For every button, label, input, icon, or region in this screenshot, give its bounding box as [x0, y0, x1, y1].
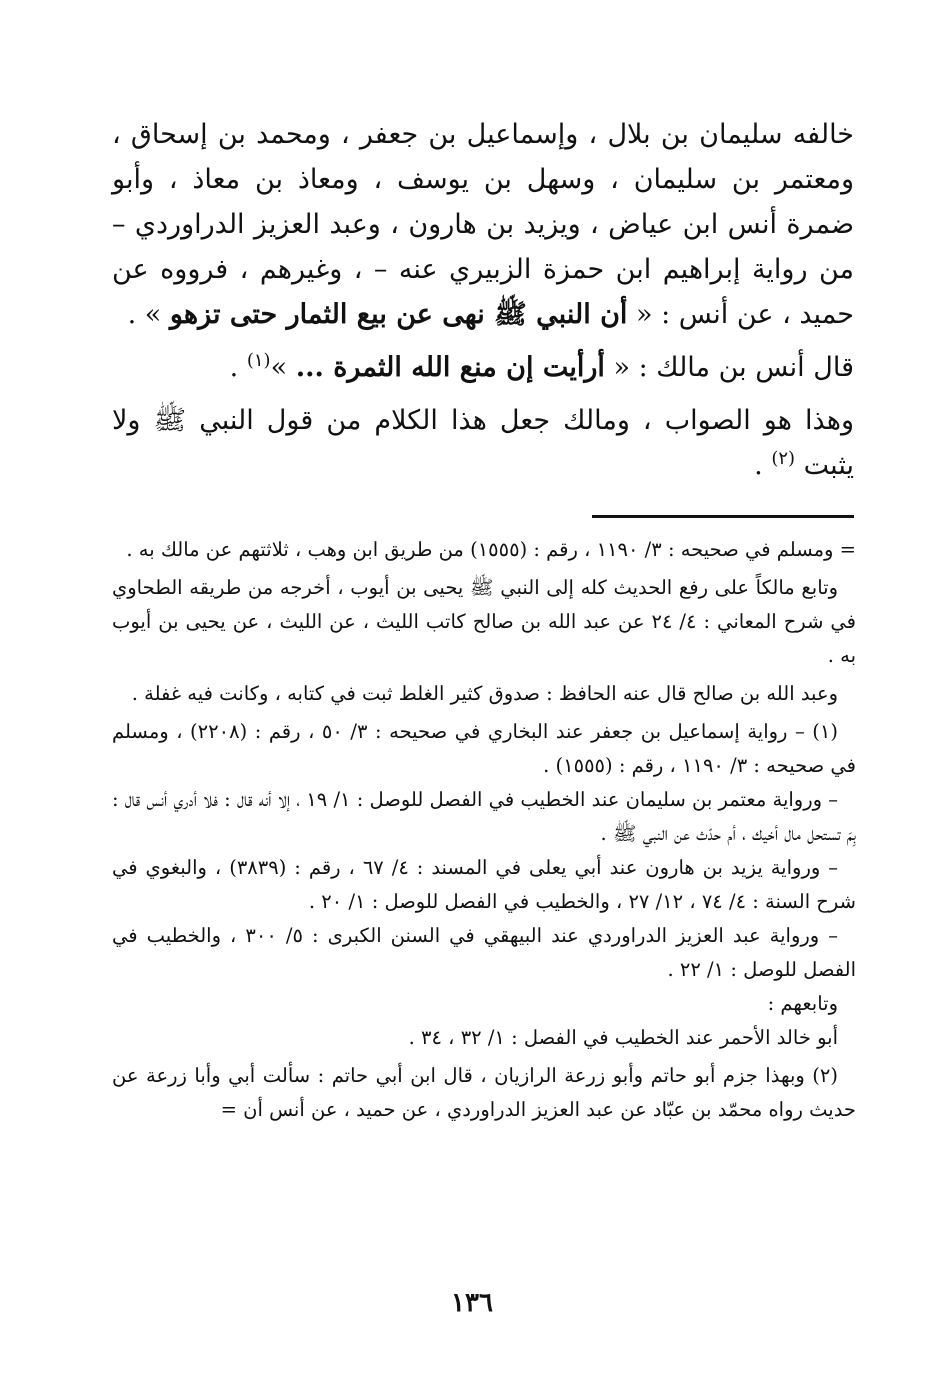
anas-quote: أرأيت إن منع الله الثمرة ...: [295, 352, 605, 383]
paragraph-2-text: قال أنس بن مالك : «: [613, 352, 854, 383]
footnote-paragraph: وتابعهم :: [767, 992, 838, 1015]
paragraph-1-text: خالفه سليمان بن بلال ، وإسماعيل بن جعفر ، ومحمد بن إسحاق ، ومعتمر بن سليمان ، وسهل بن يوسف ، ومعاذ بن معاذ ، وأبو ضمرة أنس ابن عياض ، ويزيد بن هارون ، وعبد العزيز الدراوردي – من رواية إبراهيم ابن حمزة الزبيري عنه – ، وغيرهم ، فرووه عن حميد ، عن أنس : «: [112, 119, 854, 330]
footnote-paragraph: – ورواية يزيد بن هارون عند أبي يعلى في المسند : ٤/ ٦٧ ، رقم : (٣٨٣٩) ، والبغوي في شرح السنة : ٤/ ٧٤ ، ١٢/ ٢٧ ، والخطيب في الفصل للوصل : ١/ ٢٠ .: [112, 856, 856, 913]
paragraph-2-end: .: [229, 352, 239, 383]
main-paragraph-2: [112, 345, 854, 390]
paragraph-1-end: » .: [127, 299, 162, 330]
footnote-paragraph: وعبد الله بن صالح قال عنه الحافظ : صدوق كثير الغلط ثبت في كتابه ، وكانت فيه غفلة .: [131, 682, 838, 705]
main-paragraph-1: [112, 112, 854, 337]
footnote-1: (١) – رواية إسماعيل بن جعفر عند البخاري في صحيحه : ٣/ ٥٠ ، رقم : (٢٢٠٨) ، ومسلم في صحيحه : ٣/ ١١٩٠ ، رقم : (١٥٥٥) .: [112, 720, 856, 777]
main-text: [112, 112, 854, 488]
footnote-ref-2: (٢): [771, 448, 796, 469]
paragraph-3-text: وهذا هو الصواب ، ومالك جعل هذا الكلام من قول النبي ﷺ ولا يثبت: [112, 405, 854, 481]
main-paragraph-3: [112, 398, 854, 488]
footnote-paragraph: – ورواية معتمر بن سليمان عند الخطيب في الفصل للوصل : ١/ ١٩ ، إلا أنه قال : فلا أدري أنس قال : بِمَ تستحل مال أخيك ، أم حدّث عن النبي ﷺ .: [112, 788, 856, 845]
hadith-quote: أن النبي ﷺ نهى عن بيع الثمار حتى تزهو: [169, 299, 628, 330]
paragraph-2-close: »: [270, 352, 288, 383]
paragraph-3-end: .: [754, 450, 763, 481]
footnote-separator: [592, 515, 854, 518]
footnote-paragraph: وتابع مالكاً على رفع الحديث كله إلى النبي ﷺ يحيى بن أيوب ، أخرجه من طريقه الطحاوي في شرح المعاني : ٤/ ٢٤ عن عبد الله بن صالح كاتب الليث ، عن الليث ، عن يحيى بن أيوب به .: [112, 576, 856, 667]
footnote-2: (٢) وبهذا جزم أبو حاتم وأبو زرعة الرازيان ، قال ابن أبي حاتم : سألت أبي وأبا زرعة عن حديث رواه محمّد بن عبّاد عن عبد العزيز الدراوردي ، عن حميد ، عن أنس أن =: [112, 1064, 856, 1121]
page-number: ١٣٦: [451, 1288, 493, 1318]
footnote-ref-1: (١): [246, 350, 271, 371]
footnote-paragraph: – ورواية عبد العزيز الدراوردي عند البيهقي في السنن الكبرى : ٥/ ٣٠٠ ، والخطيب في الفصل للوصل : ١/ ٢٢ .: [112, 924, 856, 981]
footnotes: [112, 533, 856, 1127]
footnote-continuation: = ومسلم في صحيحه : ٣/ ١١٩٠ ، رقم : (١٥٥٥) من طريق ابن وهب ، ثلاثتهم عن مالك به .: [126, 538, 856, 561]
footnote-paragraph: أبو خالد الأحمر عند الخطيب في الفصل : ١/ ٣٢ ، ٣٤ .: [408, 1026, 838, 1049]
